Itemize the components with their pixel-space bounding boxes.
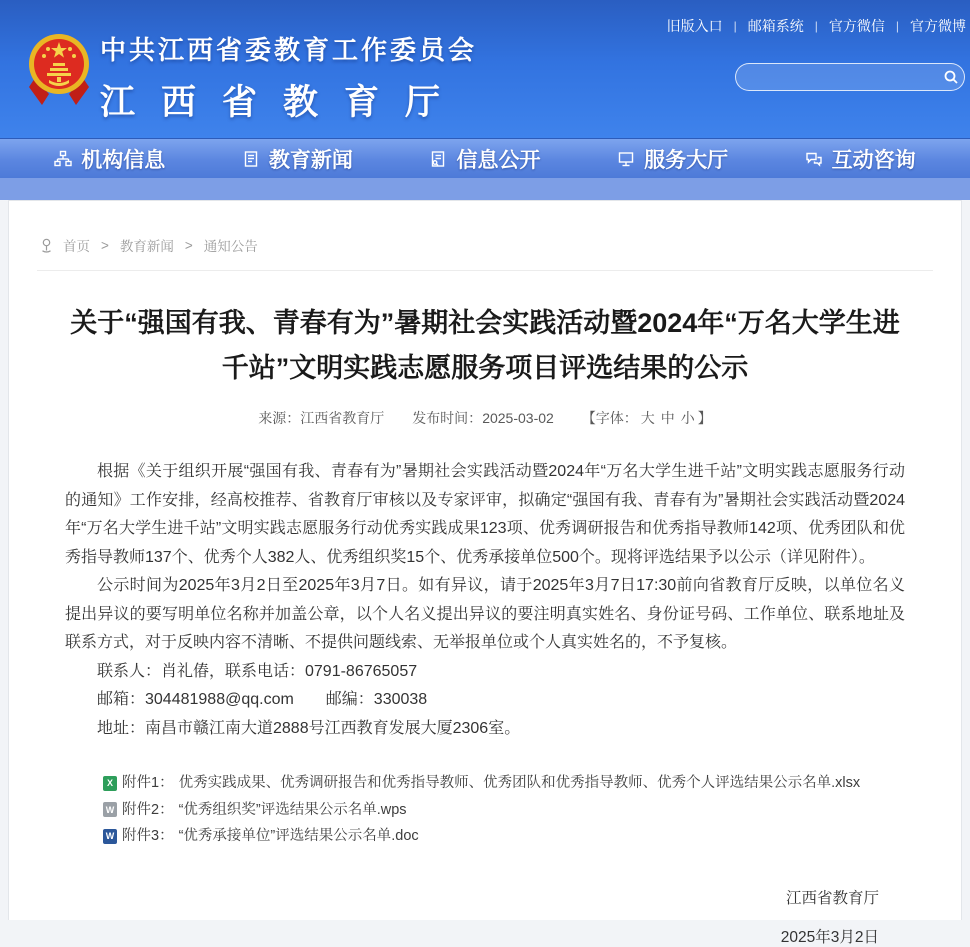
meta-time-value: 2025-03-02 — [482, 410, 554, 426]
location-pin-icon — [39, 237, 54, 254]
nav-item-label: 信息公开 — [456, 148, 541, 172]
signature-org: 江西省教育厅 — [785, 889, 879, 907]
meta-time-label: 发布时间： — [412, 410, 483, 426]
search-box — [735, 63, 965, 91]
nav-item-label: 服务大厅 — [644, 148, 729, 172]
nav-item-label: 机构信息 — [81, 148, 166, 172]
topbar-separator: | — [814, 19, 818, 33]
topbar-separator: | — [895, 19, 899, 33]
nav-item-label: 互动咨询 — [831, 148, 916, 172]
national-emblem-logo — [27, 28, 91, 108]
nav-item-education-news[interactable] — [242, 144, 353, 174]
meta-publish-time — [412, 410, 554, 426]
page-title: 关于“强国有我、青春有为”暑期社会实践活动暨2024年“万名大学生进千站”文明实践志愿服务项目评选结果的公示 — [70, 308, 900, 383]
article-meta — [9, 408, 961, 428]
search-button[interactable] — [938, 64, 964, 90]
main-navbar — [0, 138, 970, 178]
article-signature — [9, 886, 961, 947]
org-name-department: 江西省教育厅 — [100, 83, 467, 122]
link-mail-system[interactable]: 邮箱系统 — [747, 18, 804, 34]
wps-file-icon: W — [103, 802, 117, 817]
xlsx-file-icon: X — [103, 776, 117, 791]
contact-email-line: 邮箱：304481988@qq.com 邮编：330038 — [97, 691, 428, 708]
topbar-separator: | — [733, 19, 737, 33]
service-hall-icon — [617, 150, 635, 168]
breadcrumb-separator: > — [101, 237, 109, 253]
attachments-list — [65, 770, 905, 850]
contact-address-line: 地址：南昌市赣江南大道2888号江西教育发展大厦2306室。 — [97, 719, 521, 737]
attachment-name: “优秀组织奖”评选结果公示名单.wps — [178, 801, 407, 818]
org-chart-icon — [54, 150, 72, 168]
paragraph: 公示时间为2025年3月2日至2025年3月7日。如有异议，请于2025年3月7日17:30前向省教育厅反映，以单位名义提出异议的要写明单位名称并加盖公章，以个人名义提出异议的要注明真实姓名、身份证号码、工作单位、联系地址及联系方式，对于反映内容不清晰、不提供问题线索、无举报单位或个人真实姓名的，不予复核。 — [65, 577, 905, 651]
attachment-label: 附件2： — [122, 801, 174, 818]
attachment-name: “优秀承接单位”评选结果公示名单.doc — [178, 828, 419, 844]
article-body — [65, 458, 905, 743]
nav-item-service-hall[interactable] — [617, 144, 728, 174]
breadcrumb-separator: > — [184, 237, 193, 253]
news-icon — [242, 150, 260, 168]
meta-source-value: 江西省教育厅 — [300, 410, 385, 426]
chat-icon — [805, 150, 823, 168]
breadcrumb — [9, 201, 961, 255]
org-name-committee: 中共江西省委教育工作委员会 — [100, 35, 478, 65]
breadcrumb-home[interactable]: 首页 — [63, 239, 90, 254]
nav-item-info-disclosure[interactable] — [429, 144, 540, 174]
nav-item-label: 教育新闻 — [268, 148, 353, 172]
meta-font-suffix: 】 — [697, 410, 712, 426]
attachment-link-3[interactable] — [103, 823, 905, 850]
doc-file-icon: W — [103, 829, 117, 844]
info-list-icon — [429, 150, 447, 168]
font-size-large-button[interactable]: 大 — [640, 410, 655, 426]
attachment-link-2[interactable] — [103, 797, 905, 824]
header-sub-band — [0, 178, 970, 200]
breadcrumb-divider — [37, 270, 933, 271]
search-input[interactable] — [736, 64, 938, 90]
link-official-wechat[interactable]: 官方微信 — [828, 18, 885, 34]
attachment-name: 优秀实践成果、优秀调研报告和优秀指导教师、优秀团队和优秀指导教师、优秀个人评选结果公示名单.xlsx — [178, 775, 861, 791]
link-official-weibo[interactable]: 官方微博 — [910, 18, 966, 34]
search-icon — [943, 69, 959, 85]
meta-source-label: 来源： — [258, 410, 301, 426]
font-size-medium-button[interactable]: 中 — [660, 410, 675, 426]
content-panel — [8, 200, 962, 946]
nav-item-interactive-consult[interactable] — [805, 144, 916, 174]
site-header — [0, 0, 970, 138]
breadcrumb-notices[interactable]: 通知公告 — [203, 239, 258, 254]
attachment-label: 附件1： — [122, 775, 174, 791]
attachment-label: 附件3： — [122, 828, 174, 844]
signature-date: 2025年3月2日 — [780, 928, 879, 946]
topbar-links — [667, 16, 966, 36]
paragraph: 根据《关于组织开展“强国有我、青春有为”暑期社会实践活动暨2024年“万名大学生进千站”文明实践志愿服务行动的通知》工作安排，经高校推荐、省教育厅审核以及专家评审，拟确定“强国有我、青春有为”暑期社会实践活动暨2024年“万名大学生进千站”文明实践志愿服务行动优秀实践成果123项、优秀调研报告和优秀指导教师142项、优秀团队和优秀指导教师137个、优秀个人382人、优秀组织奖15个、优秀承接单位500个。现将评选结果予以公示（详见附件）。 — [65, 463, 905, 566]
nav-item-org-info[interactable] — [54, 144, 165, 174]
contact-person-line: 联系人：肖礼偆，联系电话：0791-86765057 — [97, 662, 418, 680]
breadcrumb-education-news[interactable]: 教育新闻 — [119, 239, 174, 254]
link-old-version[interactable]: 旧版入口 — [666, 18, 723, 34]
attachment-link-1[interactable] — [103, 770, 905, 797]
meta-source — [258, 410, 384, 426]
meta-font-label: 【字体： — [581, 410, 638, 426]
meta-font-size-control — [582, 410, 712, 426]
font-size-small-button[interactable]: 小 — [680, 410, 695, 426]
